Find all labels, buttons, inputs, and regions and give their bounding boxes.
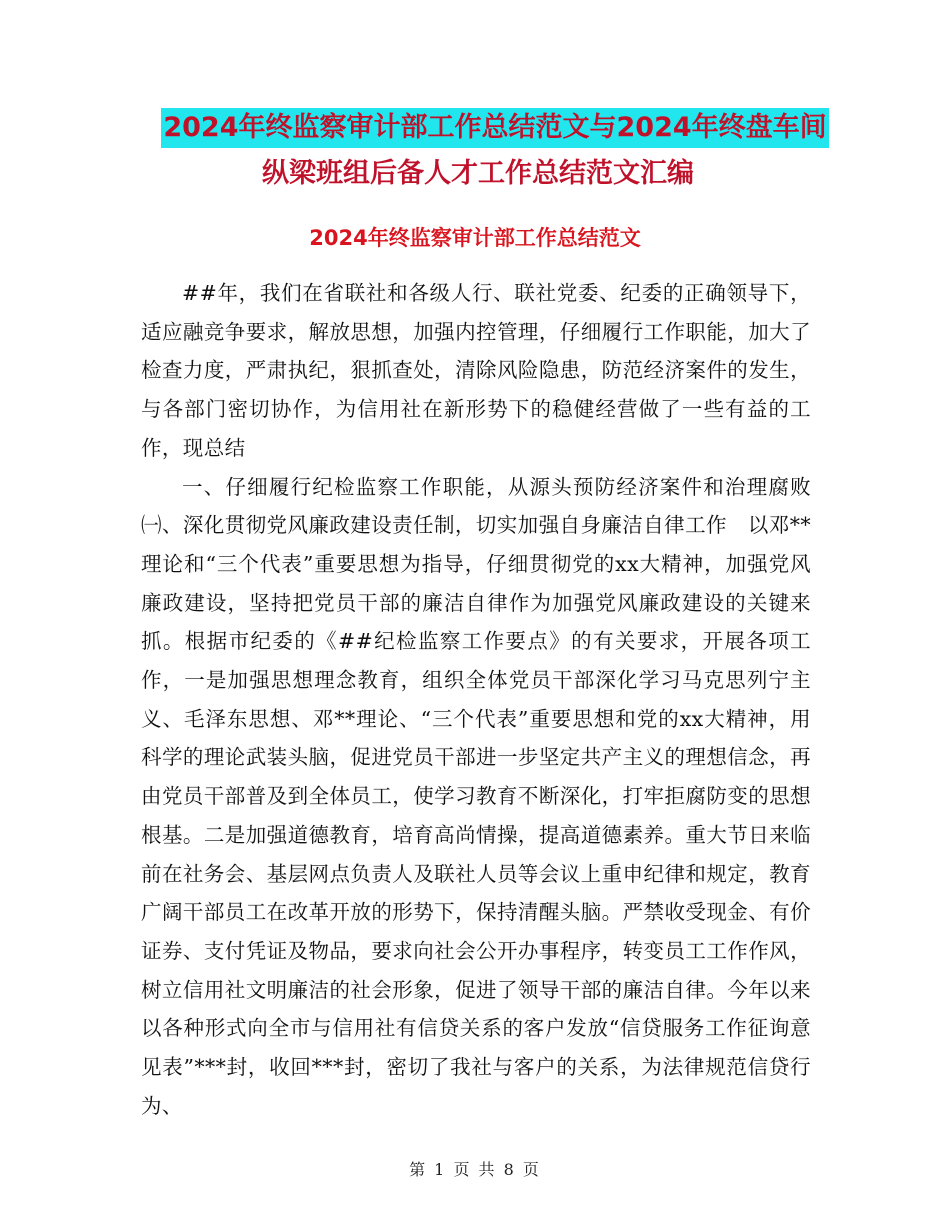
document-title: [0, 108, 950, 200]
title-line-1: 2024年终监察审计部工作总结范文与2024年终盘车间: [161, 108, 828, 148]
paragraph-intro: ##年，我们在省联社和各级人行、联社党委、纪委的正确领导下，适应融竞争要求，解放思想，加强内控管理，仔细履行工作职能，加大了检查力度，严肃执纪，狠抓查处，清除风险隐患，防范经济案件的发生，与各部门密切协作，为信用社在新形势下的稳健经营做了一些有益的工作，现总结: [141, 281, 811, 460]
title-row-2: [0, 154, 950, 200]
document-body: [141, 274, 853, 1125]
section-title: 2024年终监察审计部工作总结范文: [309, 226, 641, 250]
page-footer: 第 1 页 共 8 页: [409, 1160, 541, 1179]
title-line-2: 纵梁班组后备人才工作总结范文汇编: [262, 158, 694, 189]
title-row-1: [0, 108, 950, 154]
paragraph-section-one: 一、仔细履行纪检监察工作职能，从源头预防经济案件和治理腐败 ㈠、深化贯彻党风廉政建设责任制，切实加强自身廉洁自律工作 以邓**理论和“三个代表”重要思想为指导，仔细贯彻党的xx大精神，加强党风廉政建设，坚持把党员干部的廉洁自律作为加强党风廉政建设的关键来抓。根据市纪委的《##纪检监察工作要点》的有关要求，开展各项工作，一是加强思想理念教育，组织全体党员干部深化学习马克思列宁主义、毛泽东思想、邓**理论、“三个代表”重要思想和党的xx大精神，用科学的理论武装头脑，促进党员干部进一步坚定共产主义的理想信念，再由党员干部普及到全体员工，使学习教育不断深化，打牢拒腐防变的思想根基。二是加强道德教育，培育高尚情操，提高道德素养。重大节日来临前在社务会、基层网点负责人及联社人员等会议上重申纪律和规定，教育广阔干部员工在改革开放的形势下，保持清醒头脑。严禁收受现金、有价证券、支付凭证及物品，要求向社会公开办事程序，转变员工工作作风，树立信用社文明廉洁的社会形象，促进了领导干部的廉洁自律。今年以来以各种形式向全市与信用社有信贷关系的客户发放“信贷服务工作征询意见表”***封，收回***封，密切了我社与客户的关系，为法律规范信贷行为、: [141, 474, 853, 1118]
